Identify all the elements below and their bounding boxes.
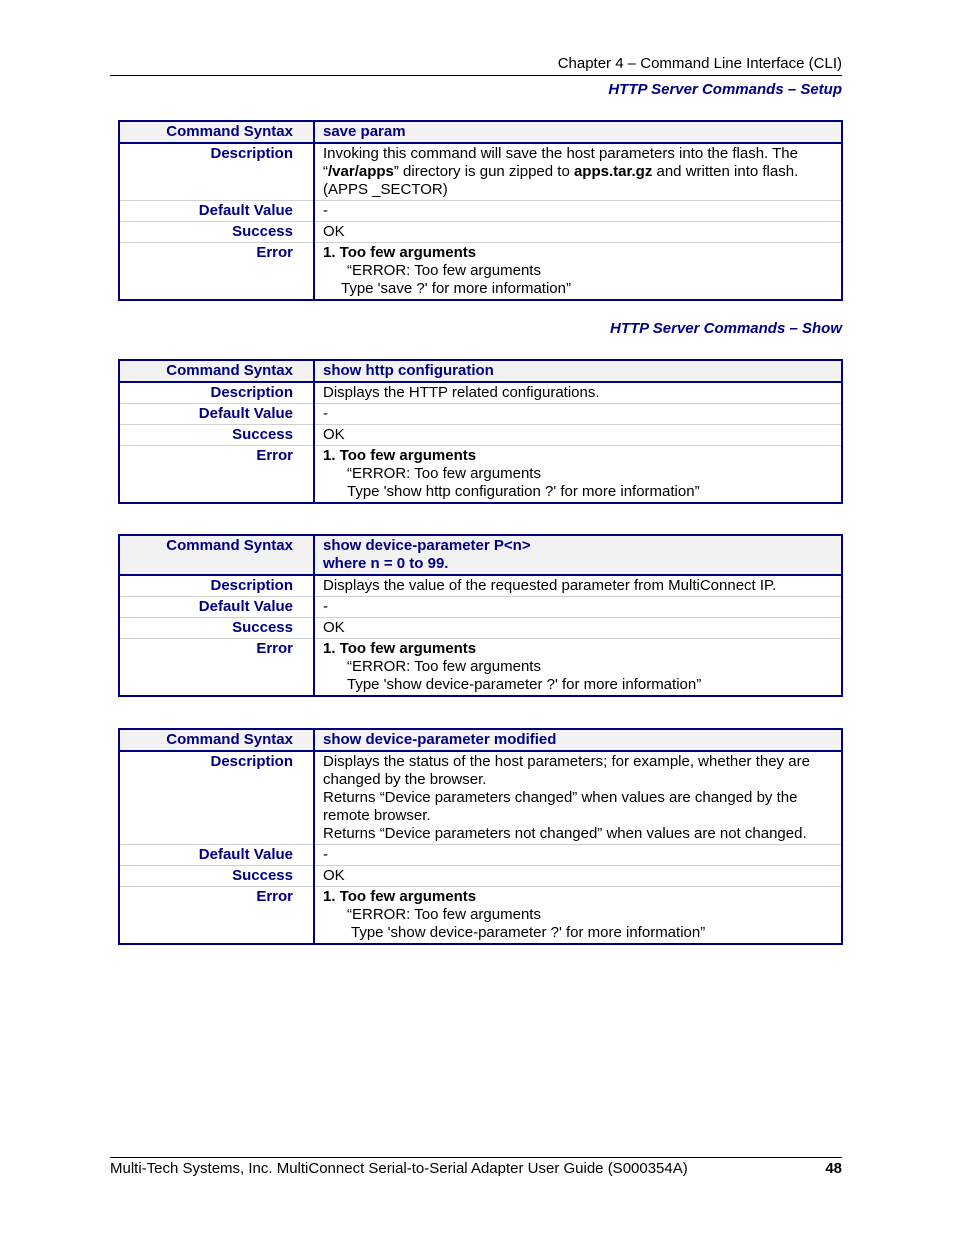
syntax-row <box>119 535 842 575</box>
description-label: Description <box>119 575 314 597</box>
default-row <box>119 404 842 425</box>
error-hint: Type 'show device-parameter ?' for more information” <box>351 924 706 941</box>
section-title-show: HTTP Server Commands – Show <box>609 320 842 337</box>
success-label: Success <box>119 866 314 887</box>
command-table-save-param <box>118 120 843 301</box>
error-label: Error <box>119 243 314 301</box>
success-row <box>119 222 842 243</box>
default-label: Default Value <box>119 845 314 866</box>
default-label: Default Value <box>119 404 314 425</box>
error-label: Error <box>119 639 314 697</box>
default-value: - <box>314 201 842 222</box>
syntax-value: show device-parameter P<n> where n = 0 to 99. <box>314 535 842 575</box>
syntax-label: Command Syntax <box>119 535 314 575</box>
error-value <box>314 446 842 504</box>
error-value <box>314 243 842 301</box>
description-row <box>119 143 842 201</box>
error-hint: Type 'save ?' for more information” <box>341 280 571 297</box>
error-title: 1. Too few arguments <box>323 447 477 464</box>
description-row <box>119 575 842 597</box>
syntax-value: show device-parameter modified <box>314 729 842 751</box>
success-value: OK <box>314 425 842 446</box>
description-row <box>119 751 842 845</box>
error-value <box>314 887 842 945</box>
syntax-value: save param <box>314 121 842 143</box>
description-value: Displays the value of the requested parameter from MultiConnect IP. <box>314 575 842 597</box>
success-row <box>119 425 842 446</box>
success-label: Success <box>119 618 314 639</box>
error-message: “ERROR: Too few arguments <box>347 262 541 279</box>
description-value: Displays the HTTP related configurations. <box>314 382 842 404</box>
description-label: Description <box>119 751 314 845</box>
syntax-value: show http configuration <box>314 360 842 382</box>
description-value: Displays the status of the host parameters; for example, whether they are changed by the browser. Returns “Device parameters changed” when values are changed by the remote browser. Returns “Device parameters not changed” when values are not changed. <box>314 751 842 845</box>
error-title: 1. Too few arguments <box>323 888 477 905</box>
description-value: Invoking this command will save the host parameters into the flash. The “/var/apps” directory is gun zipped to apps.tar.gz and written into flash. (APPS _SECTOR) <box>314 143 842 201</box>
syntax-row <box>119 360 842 382</box>
page-number: 48 <box>825 1160 842 1177</box>
success-value: OK <box>314 618 842 639</box>
default-row <box>119 201 842 222</box>
success-value: OK <box>314 222 842 243</box>
footer-rule <box>110 1157 842 1158</box>
command-table-show-device-parameter <box>118 534 843 697</box>
error-message: “ERROR: Too few arguments <box>347 465 541 482</box>
default-row <box>119 597 842 618</box>
syntax-label: Command Syntax <box>119 121 314 143</box>
success-value: OK <box>314 866 842 887</box>
error-row <box>119 639 842 697</box>
default-value: - <box>314 845 842 866</box>
error-message: “ERROR: Too few arguments <box>347 658 541 675</box>
description-row <box>119 382 842 404</box>
default-row <box>119 845 842 866</box>
error-row <box>119 887 842 945</box>
error-title: 1. Too few arguments <box>323 640 477 657</box>
error-label: Error <box>119 446 314 504</box>
error-hint: Type 'show http configuration ?' for more information” <box>347 483 700 500</box>
command-table-show-device-parameter-modified <box>118 728 843 945</box>
description-label: Description <box>119 382 314 404</box>
footer-text: Multi-Tech Systems, Inc. MultiConnect Serial-to-Serial Adapter User Guide (S000354A) <box>110 1160 688 1177</box>
error-row <box>119 446 842 504</box>
syntax-row <box>119 121 842 143</box>
success-label: Success <box>119 425 314 446</box>
description-label: Description <box>119 143 314 201</box>
success-row <box>119 866 842 887</box>
error-title: 1. Too few arguments <box>323 244 477 261</box>
error-label: Error <box>119 887 314 945</box>
default-value: - <box>314 597 842 618</box>
error-hint: Type 'show device-parameter ?' for more information” <box>347 676 702 693</box>
error-value <box>314 639 842 697</box>
default-value: - <box>314 404 842 425</box>
syntax-row <box>119 729 842 751</box>
chapter-header: Chapter 4 – Command Line Interface (CLI) <box>557 55 842 72</box>
command-table-show-http-configuration <box>118 359 843 504</box>
error-message: “ERROR: Too few arguments <box>347 906 541 923</box>
syntax-label: Command Syntax <box>119 360 314 382</box>
syntax-label: Command Syntax <box>119 729 314 751</box>
success-label: Success <box>119 222 314 243</box>
error-row <box>119 243 842 301</box>
success-row <box>119 618 842 639</box>
header-rule <box>110 75 842 76</box>
default-label: Default Value <box>119 597 314 618</box>
default-label: Default Value <box>119 201 314 222</box>
section-title-setup: HTTP Server Commands – Setup <box>608 81 842 98</box>
